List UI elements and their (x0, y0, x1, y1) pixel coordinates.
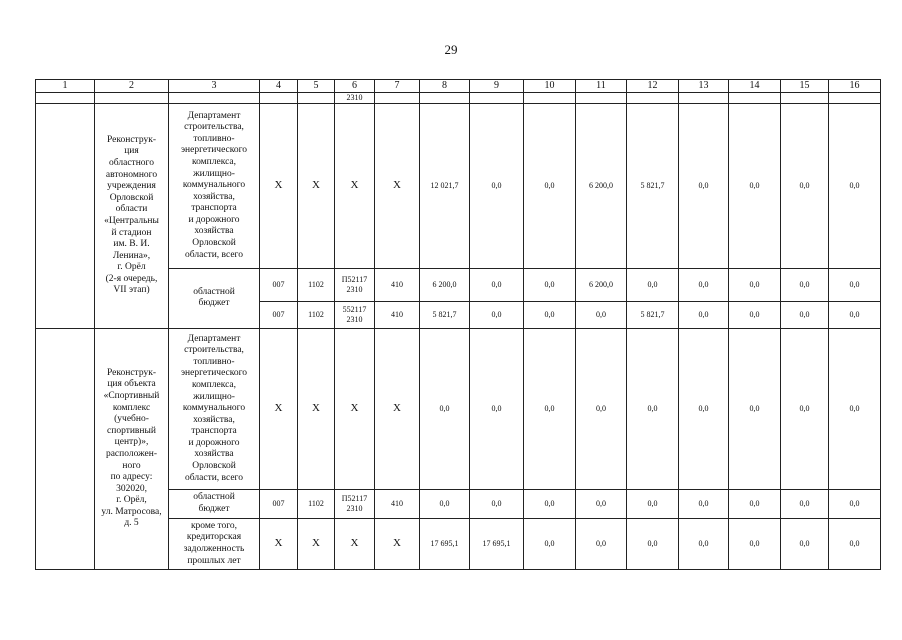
text-line: комплекса, (191, 379, 237, 390)
column-number-10: 10 (524, 80, 576, 93)
code-cell-c5: Х (298, 103, 335, 268)
value-cell: 0,0 (781, 328, 829, 489)
text-line: топливно- (193, 356, 235, 367)
text-line: д. 5 (124, 518, 139, 529)
column-number-1: 1 (36, 80, 95, 93)
value-cell: 0,0 (829, 328, 881, 489)
value-cell: 0,0 (829, 518, 881, 569)
value-cell: 0,0 (524, 103, 576, 268)
column-number-11: 11 (576, 80, 627, 93)
value-cell: 0,0 (781, 103, 829, 268)
text-line: 552117 (342, 305, 367, 315)
value-cell: 0,0 (576, 489, 627, 518)
text-line: хозяйства, (193, 414, 235, 425)
value-cell: 0,0 (524, 268, 576, 301)
code-cell-c5: Х (298, 328, 335, 489)
text-line: 2310 (346, 503, 363, 513)
column-number-3: 3 (169, 80, 260, 93)
text-line: 2310 (346, 284, 363, 294)
text-line: строительства, (184, 122, 244, 133)
text-line: г. Орёл (117, 262, 146, 273)
carry-over-row (36, 93, 881, 104)
code-cell-c6 (335, 268, 375, 301)
table-row (36, 103, 881, 268)
code-cell-c4: 007 (260, 268, 298, 301)
value-cell: 0,0 (829, 103, 881, 268)
col1-empty-cell (36, 328, 95, 569)
code-cell-c7: 410 (375, 268, 420, 301)
value-cell: 0,0 (524, 301, 576, 328)
budget-table (35, 79, 881, 570)
text-line: спортивный (107, 425, 156, 436)
value-cell: 0,0 (829, 268, 881, 301)
value-cell: 0,0 (470, 301, 524, 328)
text-line: 2310 (346, 314, 363, 324)
value-cell: 0,0 (729, 489, 781, 518)
value-cell: 0,0 (829, 301, 881, 328)
text-line: областной (193, 286, 235, 297)
text-line: по адресу: (110, 472, 153, 483)
text-line: ул. Матросова, (101, 506, 162, 517)
text-line: Орловской (192, 238, 236, 249)
column-number-12: 12 (627, 80, 679, 93)
code-cell-c5: 1102 (298, 301, 335, 328)
value-cell: 0,0 (420, 328, 470, 489)
value-cell: 0,0 (470, 328, 524, 489)
code-cell-c7: 410 (375, 489, 420, 518)
text-line: области, всего (185, 249, 243, 260)
text-line: ция объекта (107, 379, 156, 390)
value-cell: 6 200,0 (420, 268, 470, 301)
text-line: жилищно- (193, 168, 235, 179)
value-cell: 17 695,1 (420, 518, 470, 569)
value-cell: 0,0 (679, 301, 729, 328)
value-cell: 0,0 (576, 328, 627, 489)
text-line: им. В. И. (113, 239, 150, 250)
column-number-6: 6 (335, 80, 375, 93)
code-cell-c7: 410 (375, 301, 420, 328)
value-cell: 0,0 (781, 489, 829, 518)
value-cell: 0,0 (524, 489, 576, 518)
text-line: центр)», (114, 437, 149, 448)
value-cell: 0,0 (679, 268, 729, 301)
text-line: ного (122, 460, 141, 471)
value-cell: 0,0 (679, 489, 729, 518)
text-line: коммунального (182, 403, 246, 414)
text-line: г. Орёл, (116, 495, 147, 506)
text-line: хозяйства, (193, 191, 235, 202)
value-cell: 12 021,7 (420, 103, 470, 268)
text-line: кредиторская (186, 532, 242, 543)
text-line: коммунального (182, 180, 246, 191)
value-cell: 0,0 (679, 103, 729, 268)
text-line: хозяйства (194, 226, 234, 237)
text-line: комплекса, (191, 156, 237, 167)
value-cell: 0,0 (729, 301, 781, 328)
value-cell: 6 200,0 (576, 268, 627, 301)
text-line: и дорожного (188, 214, 240, 225)
value-cell: 0,0 (524, 328, 576, 489)
text-line: жилищно- (193, 391, 235, 402)
value-cell: 0,0 (679, 328, 729, 489)
value-cell: 0,0 (576, 518, 627, 569)
value-cell: 0,0 (470, 489, 524, 518)
text-line: «Спортивный (103, 391, 160, 402)
value-cell: 0,0 (679, 518, 729, 569)
text-line: учреждения (107, 181, 156, 192)
value-cell: 0,0 (420, 489, 470, 518)
text-line: (2-я очередь, (105, 273, 158, 284)
text-line: задолженность (183, 543, 245, 554)
text-line: Реконструк- (107, 134, 156, 145)
text-line: (учебно- (114, 414, 149, 425)
column-number-2: 2 (95, 80, 169, 93)
text-line: й стадион (111, 227, 152, 238)
text-line: Департамент (187, 333, 241, 344)
column-number-14: 14 (729, 80, 781, 93)
column-number-row (36, 80, 881, 93)
code-cell-c6 (335, 301, 375, 328)
funding-source-cell (169, 103, 260, 268)
text-line: VII этап) (113, 285, 150, 296)
text-line: бюджет (198, 298, 230, 309)
table-row (36, 328, 881, 489)
text-line: «Центральны (104, 215, 159, 226)
code-cell-c7: Х (375, 328, 420, 489)
value-cell: 0,0 (729, 328, 781, 489)
code-cell-c6: Х (335, 518, 375, 569)
text-line: областного (109, 158, 154, 169)
page-number: 29 (444, 42, 458, 57)
code-cell-c4: 007 (260, 301, 298, 328)
column-number-8: 8 (420, 80, 470, 93)
funding-source-cell (169, 328, 260, 489)
carry-over-cell: 2310 (335, 93, 375, 104)
text-line: П52117 (341, 494, 368, 504)
text-line: области (115, 204, 148, 215)
text-line: и дорожного (188, 437, 240, 448)
code-cell-c6: Х (335, 328, 375, 489)
column-number-15: 15 (781, 80, 829, 93)
col1-empty-cell (36, 103, 95, 328)
column-number-7: 7 (375, 80, 420, 93)
text-line: 302020, (116, 483, 147, 494)
code-cell-c6 (335, 489, 375, 518)
code-cell-c7: Х (375, 103, 420, 268)
text-line: строительства, (184, 345, 244, 356)
code-cell-c6: Х (335, 103, 375, 268)
code-cell-c4: Х (260, 518, 298, 569)
text-line: Орловской (192, 461, 236, 472)
text-line: областной (193, 492, 235, 503)
value-cell: 0,0 (729, 268, 781, 301)
column-number-16: 16 (829, 80, 881, 93)
value-cell: 0,0 (524, 518, 576, 569)
object-name-cell (95, 328, 169, 569)
value-cell: 0,0 (627, 489, 679, 518)
text-line: комплекс (112, 402, 151, 413)
text-line: П52117 (341, 275, 368, 285)
text-line: Ленина», (112, 250, 151, 261)
funding-source-cell (169, 268, 260, 328)
code-cell-c4: Х (260, 328, 298, 489)
value-cell: 5 821,7 (627, 301, 679, 328)
value-cell: 0,0 (576, 301, 627, 328)
value-cell: 17 695,1 (470, 518, 524, 569)
code-cell-c5: Х (298, 518, 335, 569)
text-line: прошлых лет (187, 555, 241, 566)
value-cell: 0,0 (470, 103, 524, 268)
text-line: Департамент (187, 110, 241, 121)
value-cell: 0,0 (627, 328, 679, 489)
text-line: транспорта (191, 426, 237, 437)
value-cell: 0,0 (781, 301, 829, 328)
text-line: автономного (105, 169, 158, 180)
text-line: транспорта (191, 203, 237, 214)
funding-source-cell (169, 518, 260, 569)
text-line: области, всего (185, 472, 243, 483)
code-cell-c4: Х (260, 103, 298, 268)
value-cell: 6 200,0 (576, 103, 627, 268)
column-number-4: 4 (260, 80, 298, 93)
column-number-5: 5 (298, 80, 335, 93)
value-cell: 0,0 (729, 103, 781, 268)
column-number-9: 9 (470, 80, 524, 93)
code-cell-c5: 1102 (298, 268, 335, 301)
code-cell-c5: 1102 (298, 489, 335, 518)
text-line: топливно- (193, 133, 235, 144)
value-cell: 5 821,7 (627, 103, 679, 268)
value-cell: 0,0 (829, 489, 881, 518)
text-line: Орловской (109, 192, 154, 203)
text-line: бюджет (198, 503, 230, 514)
code-cell-c4: 007 (260, 489, 298, 518)
value-cell: 0,0 (781, 518, 829, 569)
code-cell-c7: Х (375, 518, 420, 569)
object-name-cell (95, 103, 169, 328)
value-cell: 0,0 (729, 518, 781, 569)
value-cell: 0,0 (781, 268, 829, 301)
text-line: энергетического (180, 368, 248, 379)
column-number-13: 13 (679, 80, 729, 93)
value-cell: 0,0 (627, 518, 679, 569)
text-line: энергетического (180, 145, 248, 156)
value-cell: 5 821,7 (420, 301, 470, 328)
text-line: кроме того, (190, 520, 238, 531)
value-cell: 0,0 (470, 268, 524, 301)
text-line: расположен- (105, 448, 158, 459)
value-cell: 0,0 (627, 268, 679, 301)
text-line: хозяйства (194, 449, 234, 460)
funding-source-cell (169, 489, 260, 518)
text-line: Реконструк- (107, 367, 156, 378)
text-line: ция (124, 146, 139, 157)
